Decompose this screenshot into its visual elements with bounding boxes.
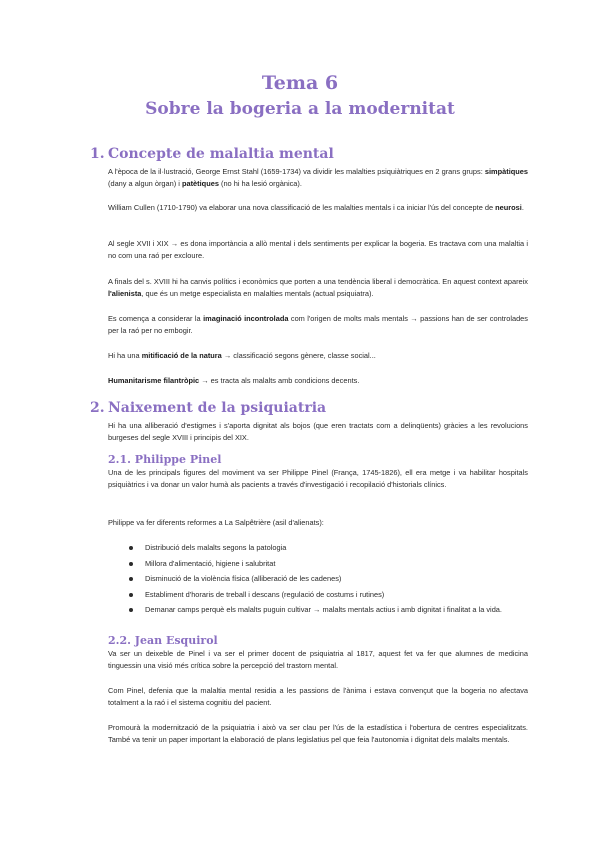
text-run: Hi ha una	[108, 351, 142, 360]
bold-term: Humanitarisme filantròpic	[108, 376, 200, 385]
text-run: (dany a algun òrgan) i	[108, 178, 182, 188]
subsection-2-1-paragraph: Una de les principals figures del moviment va ser Philippe Pinel (França, 1745-1826), ell era metge i va habilitar hospitals psiquiàtrics i va donar un valor humà als pacients a través d'investigació i recopilació d'historials clínics.	[108, 468, 528, 489]
subsection-2-2-paragraph: Promourà la modernització de la psiquiatria i això va ser clau per l'ús de la estadística i l'obertura de centres especialitzats. També va tenir un paper important la elaboració de plans legislatius pel que feia l'autonomia i dignitat dels malalts mentals.	[108, 723, 528, 744]
bold-term: l'alienista	[108, 288, 142, 298]
title-block	[0, 0, 600, 118]
list-item: Demanar camps perquè els malalts puguin cultivar → malalts mentals actius i amb dignitat i finalitat a la vida.	[108, 604, 528, 616]
section-1-heading	[90, 146, 334, 162]
section-1-paragraph	[108, 375, 528, 387]
section-2-title: Naixement de la psiquiatria	[108, 400, 327, 416]
section-2-number: 2.	[90, 400, 105, 416]
subsection-2-2-heading: 2.2. Jean Esquirol	[108, 634, 218, 647]
bold-term: mitificació de la natura	[141, 351, 222, 360]
text-run: → classificació segons gènere, classe social...	[221, 351, 376, 360]
text-run: → es tracta als malalts amb condicions decents.	[199, 376, 360, 385]
list-item: Establiment d'horaris de treball i descans (regulació de costums i rutines)	[108, 589, 528, 601]
section-1-paragraph: Al segle XVII i XIX → es dona importància a allò mental i dels sentiments per explicar la bogeria. Es tractava com una malaltia i no com una raó per excloure.	[108, 239, 528, 260]
list-item: Disminució de la violència física (alliberació de les cadenes)	[108, 573, 528, 585]
section-1-paragraph	[108, 350, 528, 362]
subsection-2-1-heading: 2.1. Philippe Pinel	[108, 453, 222, 466]
subsection-2-2-paragraph: Com Pinel, defenia que la malaltia mental residia a les passions de l'ànima i estava convençut que la bogeria no afectava totalment a la raó i el sistema cognitiu del pacient.	[108, 686, 528, 707]
document-subtitle: Sobre la bogeria a la modernitat	[145, 99, 455, 119]
bold-term: patètiques	[181, 178, 219, 188]
bold-term: imaginació incontrolada	[203, 314, 289, 323]
section-2-heading	[90, 400, 326, 416]
text-run: A l'època de la il·lustració, George Ernst Stahl (1659-1734) va dividir les malalties psiquiàtriques en 2 grans grups:	[108, 167, 485, 176]
section-1-paragraph	[108, 202, 528, 214]
subsection-2-1-paragraph: Philippe va fer diferents reformes a La Salpêtrière (asil d'alienats):	[108, 518, 324, 527]
section-1-paragraph	[108, 313, 528, 336]
text-run: A finals del s. XVIII hi ha canvis polítics i econòmics que porten a una tendència liberal i democràtica. En aquest context apareix	[108, 277, 528, 286]
document-title: Tema 6	[261, 72, 339, 94]
subsection-2-2-paragraph: Va ser un deixeble de Pinel i va ser el primer docent de psiquiatria al 1817, aquest fet va fer que alumnes de medicina tinguessin una visió més crítica sobre la percepció del trastorn mental.	[108, 649, 528, 670]
text-run: com l'origen de molts mals mentals → passions han de ser controlades per la raó per no embogir.	[108, 314, 528, 335]
section-1-number: 1.	[90, 146, 105, 162]
section-2-intro: Hi ha una alliberació d'estigmes i s'aporta dignitat als bojos (que eren tractats com a delinqüents) gràcies a les revolucions burgeses del segle XVIII i principis del XIX.	[108, 421, 528, 442]
text-run: William Cullen (1710-1790) va elaborar una nova classificació de les malalties mentals i ca iniciar l'ús del concepte de	[108, 203, 496, 212]
section-1-paragraph	[108, 166, 528, 189]
bold-term: simpàtiques	[484, 167, 528, 176]
list-item: Distribució dels malalts segons la patologia	[108, 542, 528, 554]
list-item: Millora d'alimentació, higiene i salubritat	[108, 558, 528, 570]
bold-term: neurosi	[495, 203, 522, 212]
section-1-paragraph	[108, 276, 528, 299]
text-run: (no hi ha lesió orgànica).	[218, 178, 302, 188]
text-run: Es comença a considerar la	[108, 314, 204, 323]
text-run: , que és un metge especialista en malalties mentals (actual psiquiatra).	[141, 288, 374, 298]
text-run: .	[521, 203, 524, 212]
section-1-title: Concepte de malaltia mental	[108, 146, 334, 162]
reforms-list	[108, 542, 528, 620]
